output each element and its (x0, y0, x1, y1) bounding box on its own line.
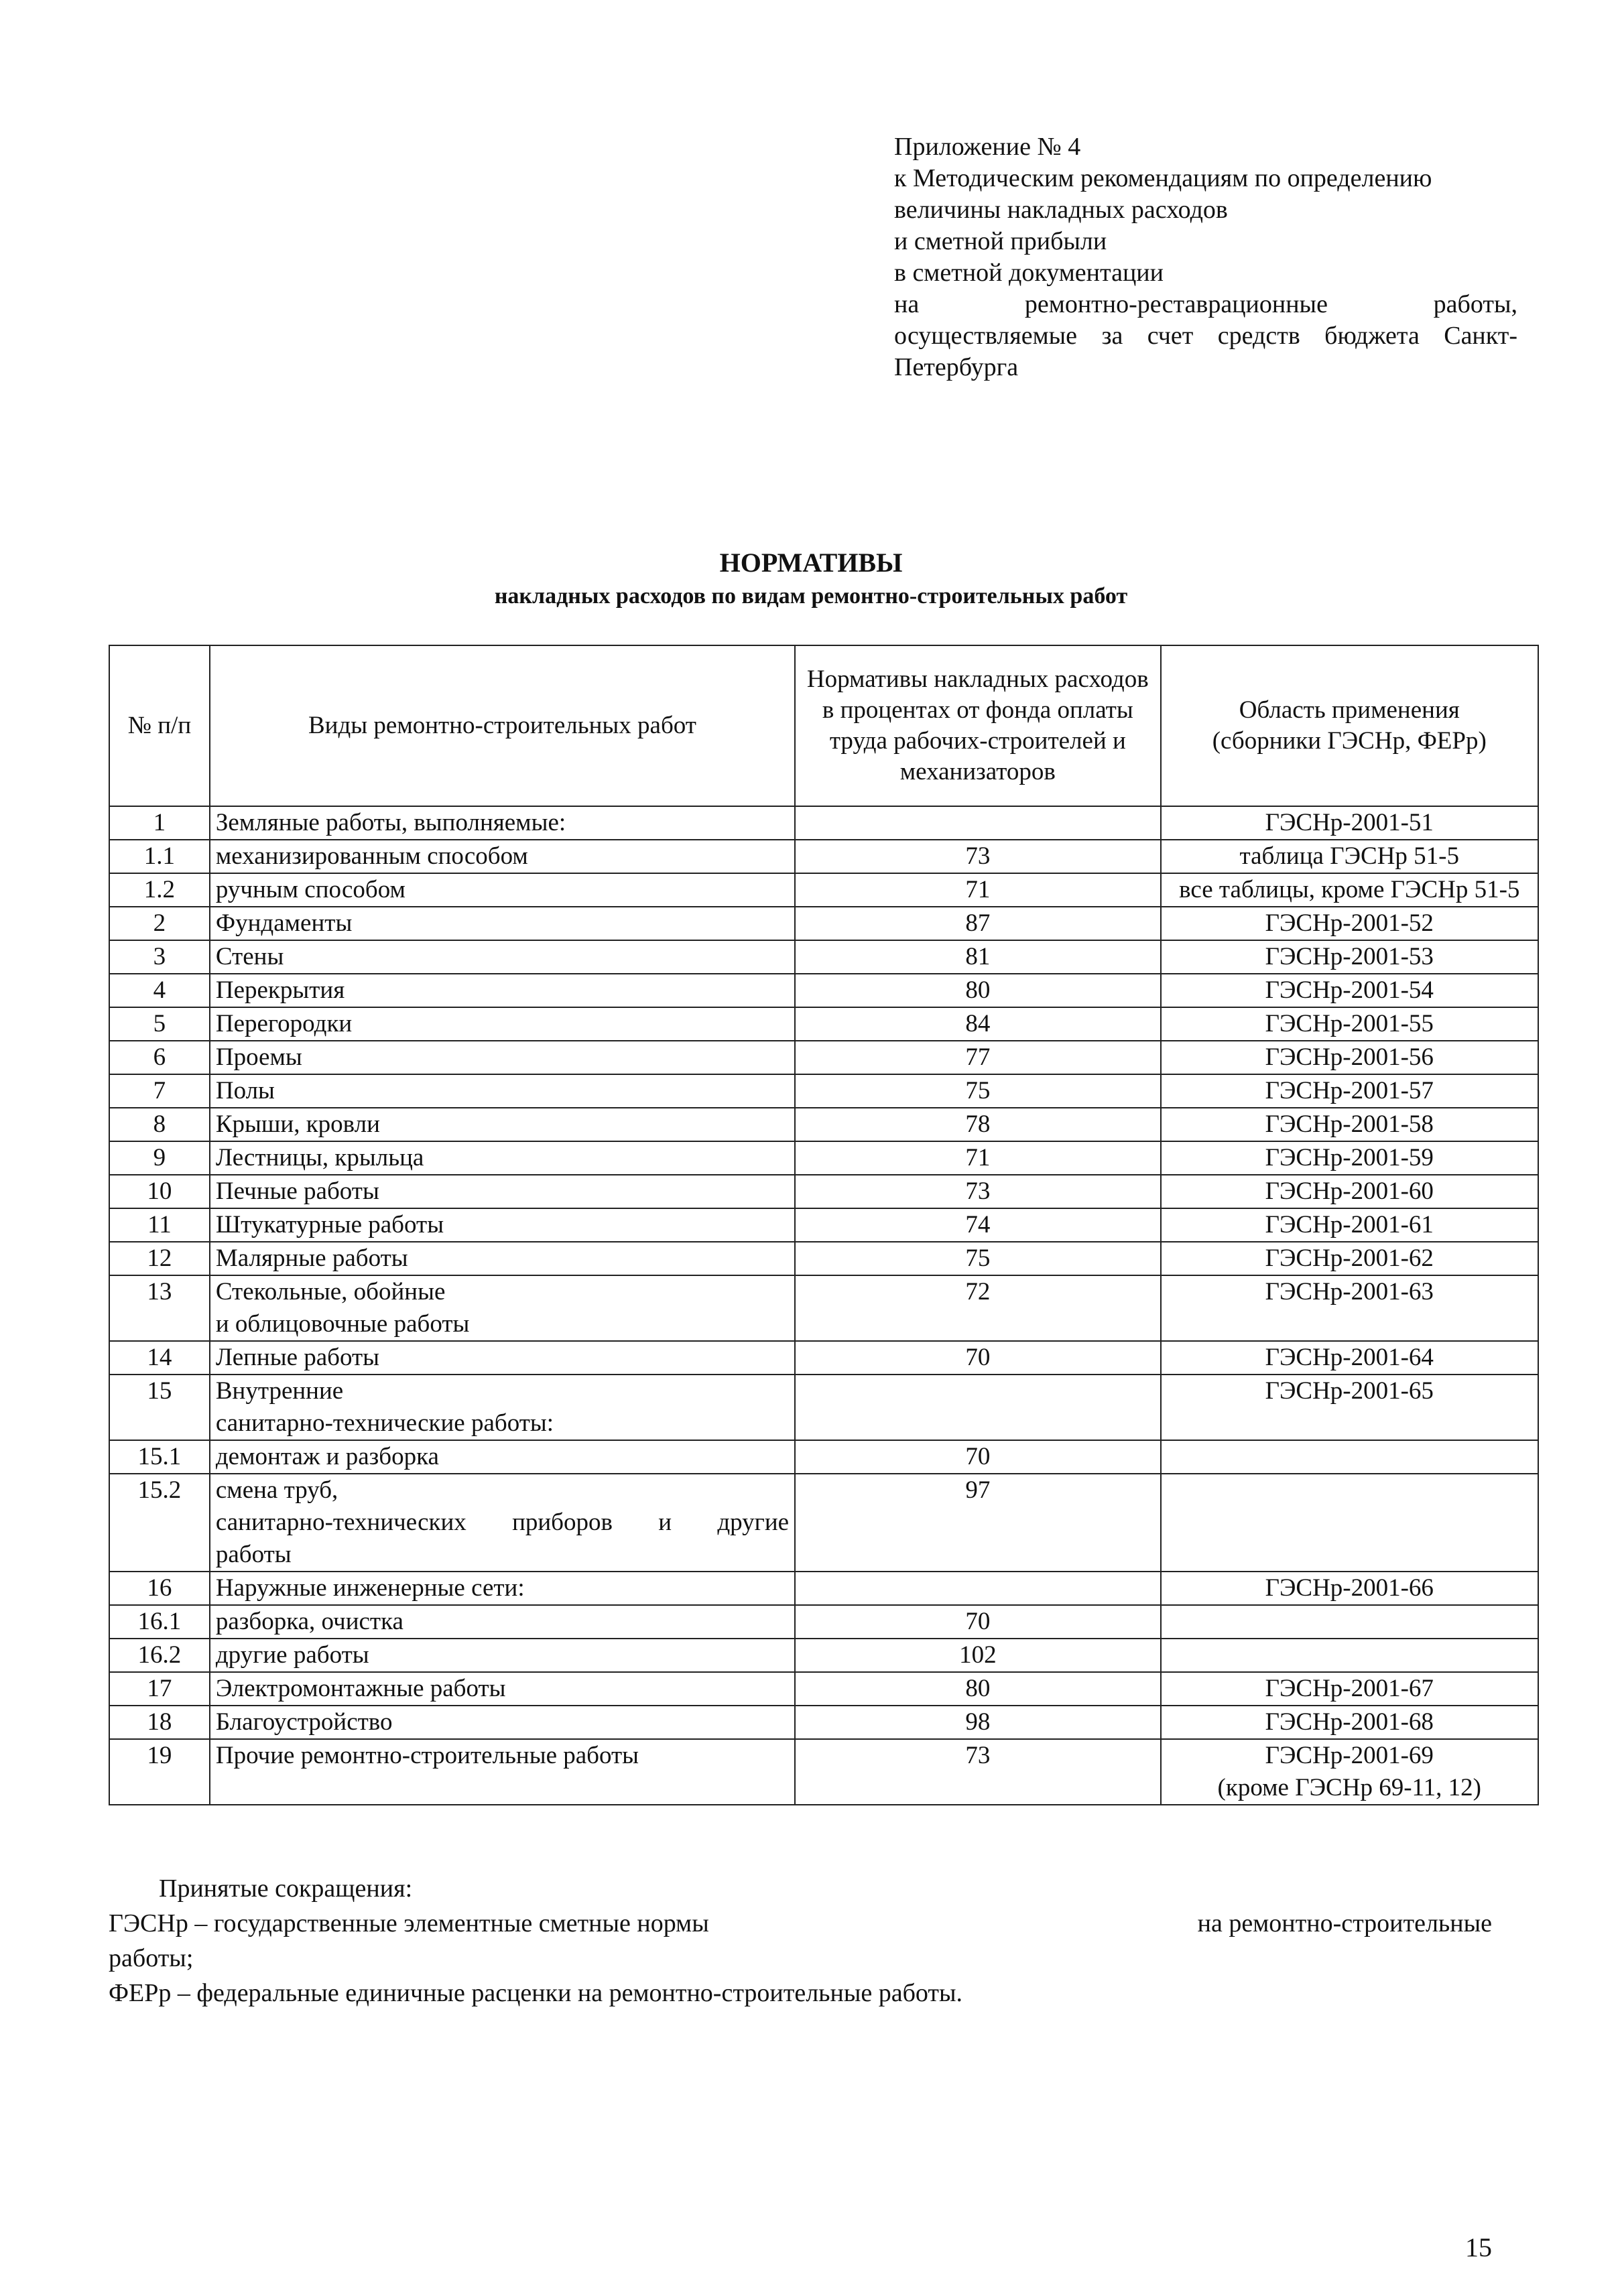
cell-work: разборка, очистка (210, 1605, 795, 1639)
norms-table (109, 645, 1539, 1805)
cell-num: 9 (109, 1141, 210, 1175)
table-row (109, 940, 1538, 974)
table-row (109, 873, 1538, 907)
cell-norm (795, 1572, 1160, 1605)
appendix-word: на (894, 290, 920, 318)
cell-work: Лестницы, крыльца (210, 1141, 795, 1175)
header-area: Область применения (сборники ГЭСНр, ФЕРр) (1161, 645, 1538, 806)
cell-num: 5 (109, 1007, 210, 1041)
table-row (109, 1341, 1538, 1375)
table-row (109, 1572, 1538, 1605)
table-row (109, 1474, 1538, 1572)
cell-num: 16.2 (109, 1639, 210, 1672)
cell-work: Стекольные, обойные и облицовочные работы (210, 1275, 795, 1341)
cell-work: Крыши, кровли (210, 1108, 795, 1141)
table-row (109, 1242, 1538, 1275)
cell-num: 3 (109, 940, 210, 974)
cell-area: ГЭСНр-2001-59 (1161, 1141, 1538, 1175)
table-row (109, 1639, 1538, 1672)
table-row (109, 1208, 1538, 1242)
cell-area: ГЭСНр-2001-69 (кроме ГЭСНр 69-11, 12) (1161, 1739, 1538, 1805)
appendix-note (894, 131, 1517, 383)
cell-norm: 71 (795, 873, 1160, 907)
cell-num: 2 (109, 907, 210, 940)
cell-area: все таблицы, кроме ГЭСНр 51-5 (1161, 873, 1538, 907)
cell-area: ГЭСНр-2001-66 (1161, 1572, 1538, 1605)
cell-num: 14 (109, 1341, 210, 1375)
appendix-line: Петербурга (894, 353, 1019, 381)
cell-num: 6 (109, 1041, 210, 1074)
cell-num: 4 (109, 974, 210, 1007)
cell-area: ГЭСНр-2001-58 (1161, 1108, 1538, 1141)
table-row (109, 1141, 1538, 1175)
cell-norm: 70 (795, 1440, 1160, 1474)
cell-num: 17 (109, 1672, 210, 1706)
cell-num: 15.1 (109, 1440, 210, 1474)
header-num: № п/п (109, 645, 210, 806)
cell-work: Электромонтажные работы (210, 1672, 795, 1706)
cell-work: механизированным способом (210, 840, 795, 873)
cell-work: Фундаменты (210, 907, 795, 940)
cell-num: 19 (109, 1739, 210, 1805)
table-row (109, 806, 1538, 840)
appendix-word: работы, (1433, 290, 1517, 318)
cell-work: Полы (210, 1074, 795, 1108)
page-number: 15 (1465, 2232, 1492, 2262)
table-row (109, 1672, 1538, 1706)
cell-norm: 74 (795, 1208, 1160, 1242)
cell-num: 16.1 (109, 1605, 210, 1639)
cell-num: 12 (109, 1242, 210, 1275)
cell-work: Стены (210, 940, 795, 974)
table-row (109, 1007, 1538, 1041)
cell-area: ГЭСНр-2001-61 (1161, 1208, 1538, 1242)
table-row (109, 1605, 1538, 1639)
cell-area: ГЭСНр-2001-53 (1161, 940, 1538, 974)
cell-num: 7 (109, 1074, 210, 1108)
cell-work: Перекрытия (210, 974, 795, 1007)
cell-area: ГЭСНр-2001-52 (1161, 907, 1538, 940)
cell-norm (795, 1375, 1160, 1440)
cell-norm: 78 (795, 1108, 1160, 1141)
cell-work: Прочие ремонтно-строительные работы (210, 1739, 795, 1805)
cell-work (210, 1474, 795, 1572)
cell-area (1161, 1474, 1538, 1572)
table-row (109, 1440, 1538, 1474)
abbreviation-gesnr-left: ГЭСНр – государственные элементные сметные нормы (109, 1909, 709, 1937)
appendix-line: к Методическим рекомендациям по определению (894, 164, 1432, 192)
cell-work: демонтаж и разборка (210, 1440, 795, 1474)
cell-work-line (216, 1507, 789, 1539)
cell-norm: 73 (795, 840, 1160, 873)
appendix-line: Приложение № 4 (894, 133, 1081, 161)
appendix-line: и сметной прибыли (894, 227, 1107, 255)
cell-norm (795, 806, 1160, 840)
cell-work: Лепные работы (210, 1341, 795, 1375)
cell-work: Проемы (210, 1041, 795, 1074)
cell-num: 1 (109, 806, 210, 840)
table-header-row (109, 645, 1538, 806)
cell-num: 8 (109, 1108, 210, 1141)
cell-work-word: другие (717, 1509, 790, 1536)
appendix-line: осуществляемые за счет средств бюджета Санкт- (894, 322, 1517, 350)
header-norm: Нормативы накладных расходов в процентах от фонда оплаты труда рабочих-строителей и механизаторов (795, 645, 1160, 806)
table-body (109, 806, 1538, 1805)
table-row (109, 840, 1538, 873)
page-subtitle: накладных расходов по видам ремонтно-строительных работ (494, 584, 1128, 609)
cell-work-line: смена труб, (215, 1476, 338, 1504)
cell-num: 1.1 (109, 840, 210, 873)
cell-work-word: приборов (512, 1509, 613, 1536)
abbreviation-gesnr (109, 1906, 1492, 1941)
cell-work-line: работы (215, 1541, 292, 1568)
cell-work: Малярные работы (210, 1242, 795, 1275)
cell-norm: 98 (795, 1706, 1160, 1739)
cell-work: Внутренние санитарно-технические работы: (210, 1375, 795, 1440)
cell-area: ГЭСНр-2001-60 (1161, 1175, 1538, 1208)
page-title: НОРМАТИВЫ (719, 548, 903, 578)
cell-norm: 73 (795, 1739, 1160, 1805)
appendix-line: величины накладных расходов (894, 196, 1228, 224)
cell-area: ГЭСНр-2001-56 (1161, 1041, 1538, 1074)
abbreviation-gesnr-right: на ремонтно-строительные (1197, 1909, 1492, 1937)
table-row (109, 1275, 1538, 1341)
table-row (109, 1175, 1538, 1208)
table-row (109, 1074, 1538, 1108)
cell-num: 11 (109, 1208, 210, 1242)
cell-norm: 102 (795, 1639, 1160, 1672)
cell-area: ГЭСНр-2001-51 (1161, 806, 1538, 840)
cell-area: таблица ГЭСНр 51-5 (1161, 840, 1538, 873)
cell-area: ГЭСНр-2001-63 (1161, 1275, 1538, 1341)
cell-work: другие работы (210, 1639, 795, 1672)
cell-norm: 80 (795, 974, 1160, 1007)
cell-work: Благоустройство (210, 1706, 795, 1739)
cell-norm: 72 (795, 1275, 1160, 1341)
appendix-word: ремонтно-реставрационные (1024, 290, 1328, 318)
cell-norm: 87 (795, 907, 1160, 940)
table-row (109, 1041, 1538, 1074)
header-work: Виды ремонтно-строительных работ (210, 645, 795, 806)
cell-norm: 70 (795, 1341, 1160, 1375)
abbreviations (109, 1871, 1492, 2011)
cell-num: 10 (109, 1175, 210, 1208)
cell-area (1161, 1440, 1538, 1474)
cell-norm: 71 (795, 1141, 1160, 1175)
cell-area: ГЭСНр-2001-55 (1161, 1007, 1538, 1041)
cell-norm: 77 (795, 1041, 1160, 1074)
cell-work: Печные работы (210, 1175, 795, 1208)
cell-work: Наружные инженерные сети: (210, 1572, 795, 1605)
cell-area: ГЭСНр-2001-68 (1161, 1706, 1538, 1739)
cell-work-word: санитарно-технических (215, 1509, 466, 1536)
cell-num: 15 (109, 1375, 210, 1440)
cell-norm: 80 (795, 1672, 1160, 1706)
table-row (109, 1739, 1538, 1805)
appendix-line: в сметной документации (894, 259, 1164, 287)
cell-norm: 70 (795, 1605, 1160, 1639)
cell-area (1161, 1639, 1538, 1672)
cell-work: ручным способом (210, 873, 795, 907)
cell-num: 16 (109, 1572, 210, 1605)
cell-norm: 84 (795, 1007, 1160, 1041)
cell-area: ГЭСНр-2001-67 (1161, 1672, 1538, 1706)
cell-num: 13 (109, 1275, 210, 1341)
table-row (109, 1706, 1538, 1739)
cell-work: Перегородки (210, 1007, 795, 1041)
cell-work: Земляные работы, выполняемые: (210, 806, 795, 840)
cell-norm: 81 (795, 940, 1160, 974)
table-row (109, 1375, 1538, 1440)
cell-norm: 73 (795, 1175, 1160, 1208)
abbreviations-heading: Принятые сокращения: (159, 1874, 413, 1903)
cell-num: 18 (109, 1706, 210, 1739)
table-row (109, 974, 1538, 1007)
cell-num: 15.2 (109, 1474, 210, 1572)
cell-area: ГЭСНр-2001-57 (1161, 1074, 1538, 1108)
abbreviation-ferr: ФЕРр – федеральные единичные расценки на ремонтно-строительные работы. (109, 1979, 963, 2007)
cell-area: ГЭСНр-2001-54 (1161, 974, 1538, 1007)
cell-norm: 75 (795, 1242, 1160, 1275)
cell-area (1161, 1605, 1538, 1639)
table-row (109, 907, 1538, 940)
cell-area: ГЭСНр-2001-65 (1161, 1375, 1538, 1440)
cell-work: Штукатурные работы (210, 1208, 795, 1242)
cell-area: ГЭСНр-2001-64 (1161, 1341, 1538, 1375)
cell-work-word: и (658, 1509, 672, 1536)
cell-norm: 97 (795, 1474, 1160, 1572)
abbreviation-gesnr-cont: работы; (109, 1944, 194, 1972)
appendix-justified-line (894, 289, 1517, 320)
cell-num: 1.2 (109, 873, 210, 907)
table-row (109, 1108, 1538, 1141)
cell-norm: 75 (795, 1074, 1160, 1108)
cell-area: ГЭСНр-2001-62 (1161, 1242, 1538, 1275)
